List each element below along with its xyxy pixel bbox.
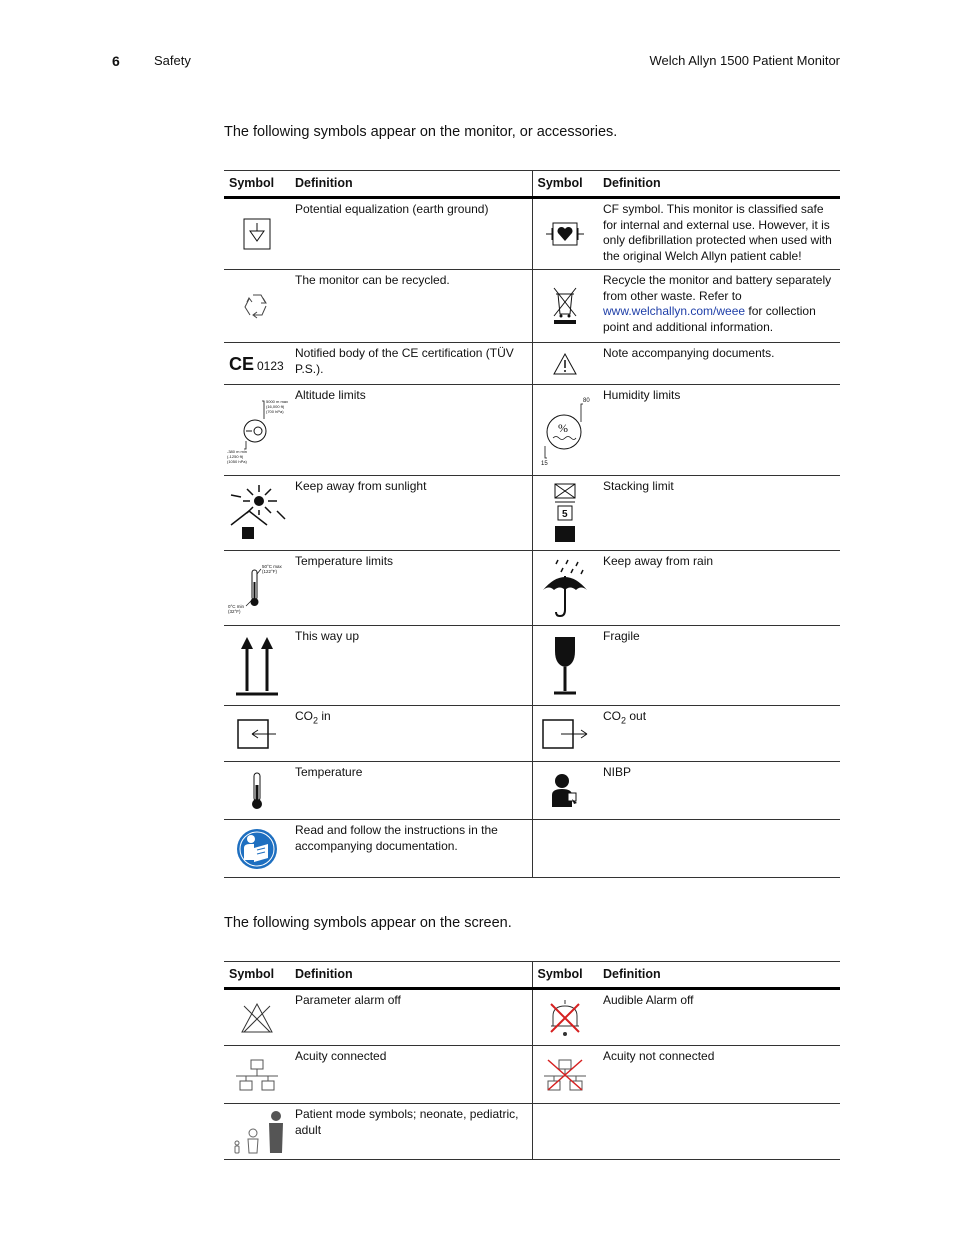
table-header-row — [224, 962, 840, 989]
warning-triangle-icon — [532, 343, 598, 385]
definition-cell: Potential equalization (earth ground) — [290, 198, 532, 270]
audible-alarm-off-icon — [532, 989, 598, 1046]
definition-cell: Stacking limit — [598, 476, 840, 551]
umbrella-rain-icon — [532, 551, 598, 626]
temperature-limits-icon — [224, 551, 290, 626]
altitude-max-label-2: (16,000 ft) — [266, 404, 285, 409]
altitude-min-label-2: (-1250 ft) — [227, 454, 244, 459]
definition-cell: Read and follow the instructions in the accompanying documentation. — [290, 820, 532, 878]
definition-cell: Keep away from sunlight — [290, 476, 532, 551]
monitor-symbols-table — [224, 170, 840, 878]
co2-out-prefix: CO — [603, 709, 621, 723]
definition-cell: This way up — [290, 626, 532, 706]
column-header-definition: Definition — [598, 171, 840, 198]
column-header-symbol: Symbol — [224, 171, 290, 198]
ce-mark-icon — [224, 343, 290, 385]
altitude-min-label-3: (1050 hPa) — [227, 459, 247, 464]
temp-min-label-2: (32°F) — [228, 609, 241, 614]
svg-text:%: % — [558, 421, 569, 435]
acuity-not-connected-icon — [532, 1046, 598, 1104]
definition-cell: Note accompanying documents. — [598, 343, 840, 385]
definition-cell: Keep away from rain — [598, 551, 840, 626]
column-header-definition: Definition — [598, 962, 840, 989]
temp-max-label-2: (122°F) — [262, 569, 278, 574]
stacking-limit-icon — [532, 476, 598, 551]
sunlight-icon — [224, 476, 290, 551]
document-title: Welch Allyn 1500 Patient Monitor — [649, 53, 840, 68]
page-number: 6 — [112, 53, 120, 69]
section-label: Safety — [154, 53, 191, 68]
humidity-max-label: 80 — [583, 398, 590, 404]
table-row — [224, 820, 840, 878]
table-row — [224, 762, 840, 820]
definition-cell: Acuity connected — [290, 1046, 532, 1104]
co2-in-subscript: 2 — [313, 715, 319, 726]
intro-monitor-symbols: The following symbols appear on the monitor, or accessories. — [224, 124, 618, 140]
table-row — [224, 1104, 840, 1160]
co2-out-icon — [532, 706, 598, 762]
empty-cell — [532, 1104, 598, 1160]
potential-equalization-icon — [224, 198, 290, 270]
table-row — [224, 198, 840, 270]
weee-text-before: Recycle the monitor and battery separately from other waste. Refer to — [603, 273, 832, 303]
definition-cell — [290, 706, 532, 762]
column-header-definition: Definition — [290, 171, 532, 198]
weee-bin-icon — [532, 270, 598, 343]
column-header-definition: Definition — [290, 962, 532, 989]
empty-cell — [598, 1104, 840, 1160]
humidity-limits-icon — [532, 385, 598, 476]
ce-number: 0123 — [257, 358, 284, 373]
empty-cell — [532, 820, 598, 878]
recycle-icon — [224, 270, 290, 343]
altitude-max-label-3: (700 hPa) — [266, 409, 284, 414]
column-header-symbol: Symbol — [532, 171, 598, 198]
thermometer-icon — [224, 762, 290, 820]
altitude-min-label-1: -380 m min — [227, 449, 248, 454]
table-row — [224, 385, 840, 476]
definition-cell: Altitude limits — [290, 385, 532, 476]
table-row — [224, 270, 840, 343]
humidity-min-label: 15 — [541, 461, 548, 466]
co2-in-prefix: CO — [295, 709, 313, 723]
definition-cell: Humidity limits — [598, 385, 840, 476]
table-row — [224, 989, 840, 1046]
svg-text:CE: CE — [229, 353, 255, 374]
table-row — [224, 551, 840, 626]
column-header-symbol: Symbol — [224, 962, 290, 989]
stacking-number: 5 — [562, 509, 568, 520]
definition-cell: Parameter alarm off — [290, 989, 532, 1046]
nibp-person-icon — [532, 762, 598, 820]
definition-cell: Fragile — [598, 626, 840, 706]
table-row — [224, 626, 840, 706]
table-row — [224, 1046, 840, 1104]
column-header-symbol: Symbol — [532, 962, 598, 989]
definition-cell: The monitor can be recycled. — [290, 270, 532, 343]
altitude-limits-icon — [224, 385, 290, 476]
table-header-row — [224, 171, 840, 198]
definition-cell: Acuity not connected — [598, 1046, 840, 1104]
co2-in-icon — [224, 706, 290, 762]
co2-out-subscript: 2 — [621, 715, 627, 726]
table-row — [224, 476, 840, 551]
this-way-up-icon — [224, 626, 290, 706]
co2-out-suffix: out — [626, 709, 647, 723]
weee-link[interactable]: www.welchallyn.com/weee — [603, 304, 746, 319]
definition-cell: Notified body of the CE certification (TÜV P.S.). — [290, 343, 532, 385]
weee-text-after: for collection point and additional information. — [603, 304, 816, 334]
definition-cell: Patient mode symbols; neonate, pediatric, adult — [290, 1104, 532, 1160]
cf-heart-icon — [532, 198, 598, 270]
temp-max-label-1: 50°C max — [262, 564, 282, 569]
table-row — [224, 343, 840, 385]
screen-symbols-table — [224, 961, 840, 1160]
definition-cell — [598, 706, 840, 762]
definition-cell: Temperature limits — [290, 551, 532, 626]
fragile-glass-icon — [532, 626, 598, 706]
intro-screen-symbols: The following symbols appear on the screen. — [224, 915, 512, 931]
temp-min-label-1: 0°C min — [228, 604, 245, 609]
definition-cell: NIBP — [598, 762, 840, 820]
table-row — [224, 706, 840, 762]
acuity-connected-icon — [224, 1046, 290, 1104]
definition-cell: CF symbol. This monitor is classified safe for internal and external use. However, it is only defibrillation protected when used with the original Welch Allyn patient cable! — [598, 198, 840, 270]
definition-cell: Temperature — [290, 762, 532, 820]
parameter-alarm-off-icon — [224, 989, 290, 1046]
empty-cell — [598, 820, 840, 878]
patient-mode-icon — [224, 1104, 290, 1160]
altitude-max-label-1: 5000 m max — [266, 399, 288, 404]
co2-in-suffix: in — [318, 709, 331, 723]
read-instructions-icon — [224, 820, 290, 878]
definition-cell: Audible Alarm off — [598, 989, 840, 1046]
definition-cell — [598, 270, 840, 343]
